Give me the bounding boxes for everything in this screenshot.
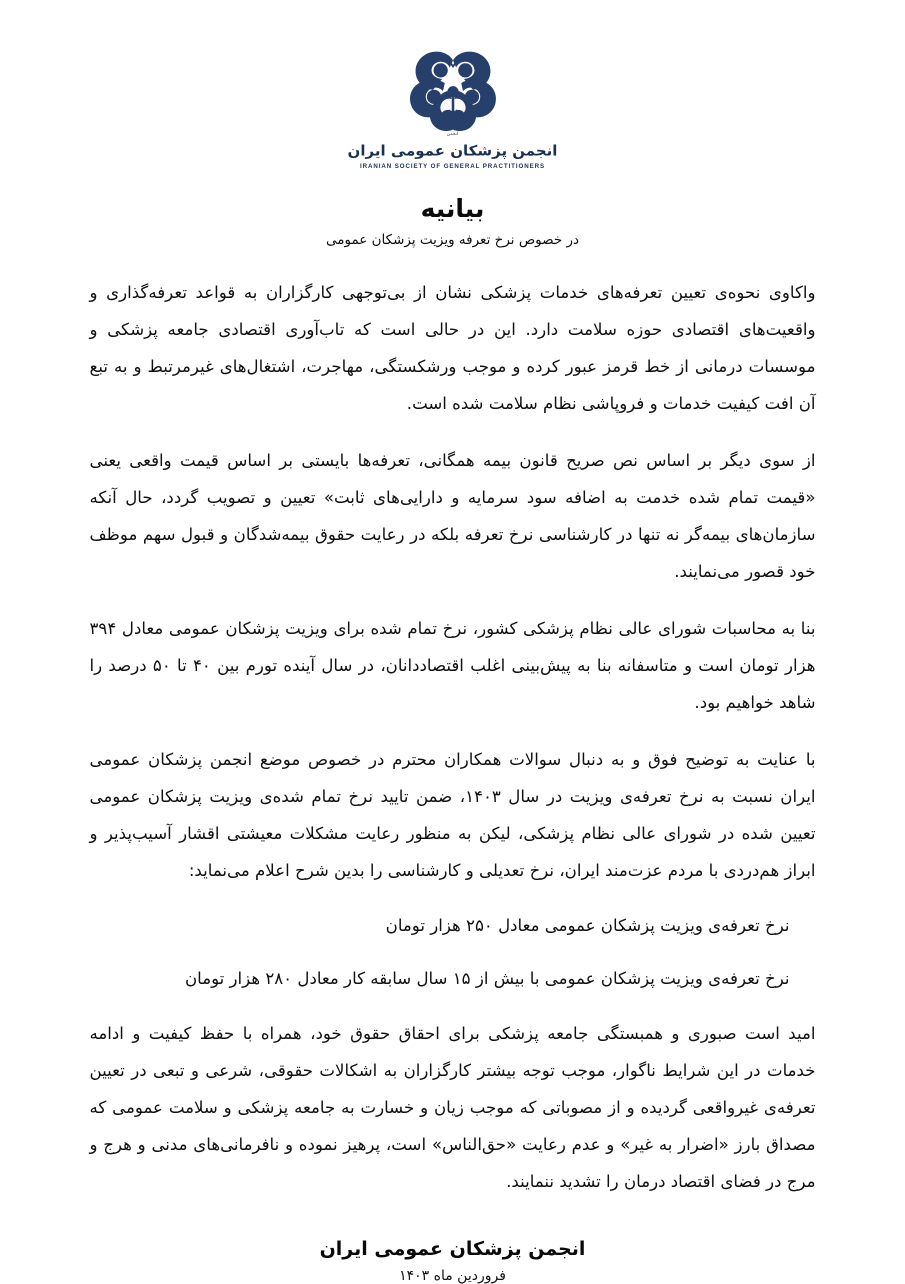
- body-paragraph-1: واکاوی نحوه‌ی تعیین تعرفه‌های خدمات پزشکی نشان از بی‌توجهی کارگزاران به قواعد تعرفه‌گذاری و واقعیت‌های اقتصادی حوزه سلامت دارد. این در حالی است که تاب‌آوری اقتصادی جامعه پزشکی و موسسات درمانی از خط قرمز عبور کرده و موجب ورشکستگی، مهاجرت، اشتغال‌های غیرمرتبط و به تبع آن افت کیفیت خدمات و فروپاشی نظام سلامت شده است.: [89, 283, 816, 413]
- tariff-rate-general-physician: نرخ تعرفه‌ی ویزیت پزشکان عمومی معادل ۲۵۰ هزار تومان: [385, 916, 790, 935]
- tariff-rate-experienced-physician: نرخ تعرفه‌ی ویزیت پزشکان عمومی با بیش از ۱۵ سال سابقه کار معادل ۲۸۰ هزار تومان: [184, 969, 790, 988]
- body-paragraph-3: بنا به محاسبات شورای عالی نظام پزشکی کشور، نرخ تمام شده برای ویزیت پزشکان عمومی معادل ۳۹۴ هزار تومان است و متاسفانه بنا به پیش‌بینی اغلب اقتصاددانان، در سال آینده تورم بین ۴۰ تا ۵۰ درصد را شاهد خواهیم بود.: [89, 619, 816, 712]
- logo-tiny-top-text: انجمن: [446, 132, 459, 137]
- closing-paragraph: امید است صبوری و همبستگی جامعه پزشکی برای احقاق حقوق خود، همراه با حفظ کیفیت و ادامه خدمات در این شرایط ناگوار، موجب توجه بیشتر کارگزاران به اشکالات حقوقی، شرعی و تبعی در تعیین تعرفه‌ی غیرواقعی گردیده و از مصوباتی که موجب زیان و خسارت به جامعه پزشکی و سلامت عمومی که مصداق بارز «اضرار به غیر» و عدم رعایت «حق‌الناس» است، پرهیز نموده و نافرمانی‌های مدنی و هرج و مرج در فضای اقتصاد درمان را تشدید ننمایند.: [89, 1024, 816, 1191]
- logo-english-wordmark: IRANIAN SOCIETY OF GENERAL PRACTITIONERS: [360, 163, 545, 170]
- logo-persian-wordmark: انجمن پزشکان عمومی ایران: [347, 142, 558, 160]
- body-paragraph-2: از سوی دیگر بر اساس نص صریح قانون بیمه همگانی، تعرفه‌ها بایستی بر اساس قیمت واقعی یعنی «قیمت تمام شده خدمت به اضافه سود سرمایه و دارایی‌های ثابت» تعیین و تصویب گردد، حال آنکه سازمان‌های بیمه‌گر نه تنها در کارشناسی نرخ تعرفه بلکه در رعایت حقوق بیمه‌شدگان و قبول سهم موظف خود قصور می‌نمایند.: [89, 451, 816, 581]
- organization-logo-block: [0, 0, 905, 170]
- page-title: بیانیه: [420, 194, 485, 223]
- signature-organization: انجمن پزشکان عمومی ایران: [319, 1238, 586, 1260]
- society-emblem-icon: [407, 48, 499, 132]
- signature-date: فروردین ماه ۱۴۰۳: [399, 1268, 506, 1284]
- body-paragraph-4: با عنایت به توضیح فوق و به دنبال سوالات همکاران محترم در خصوص موضع انجمن پزشکان عمومی ایران نسبت به نرخ تعرفه‌ی ویزیت در سال ۱۴۰۳، ضمن تایید نرخ تمام شده‌ی ویزیت پزشکان عمومی تعیین شده در شورای عالی نظام پزشکی، لیکن به منظور رعایت مشکلات معیشتی اقشار آسیب‌پذیر و ابراز هم‌دردی با مردم عزت‌مند ایران، نرخ تعدیلی و کارشناسی را بدین شرح اعلام می‌نماید:: [89, 750, 816, 880]
- statement-body: [90, 248, 816, 1284]
- signature-block: [90, 1238, 816, 1284]
- page-subtitle: در خصوص نرخ تعرفه ویزیت پزشکان عمومی: [325, 232, 579, 248]
